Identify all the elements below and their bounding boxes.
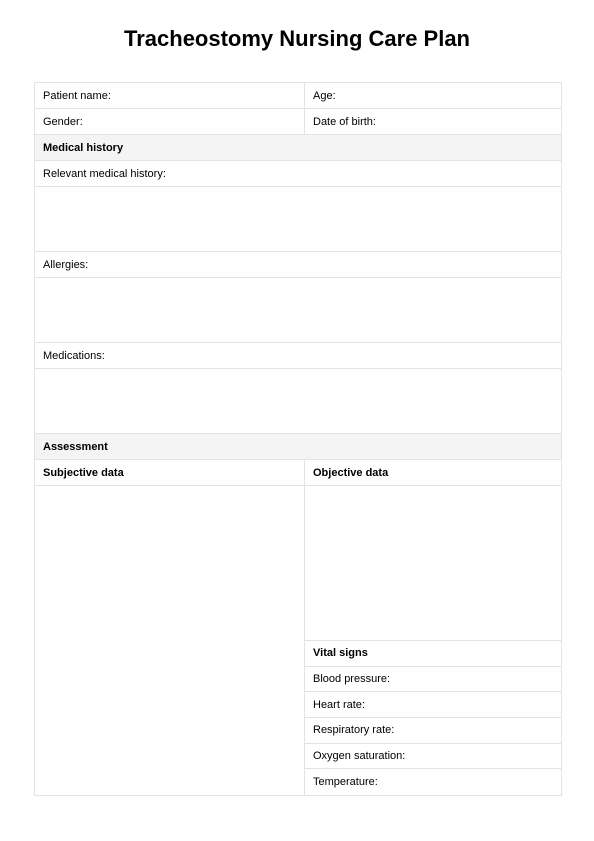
- respiratory-rate-field[interactable]: Respiratory rate:: [305, 718, 561, 744]
- objective-data-header: Objective data: [313, 466, 389, 479]
- relevant-history-label-row: [34, 161, 562, 187]
- patient-name-field[interactable]: Patient name:: [35, 83, 305, 108]
- patient-row-1: [34, 82, 562, 109]
- relevant-history-input[interactable]: [34, 187, 562, 252]
- allergies-label: Allergies:: [43, 258, 89, 271]
- medications-input[interactable]: [34, 369, 562, 434]
- assessment-subheaders-row: [34, 460, 562, 486]
- subjective-data-header: Subjective data: [35, 460, 305, 485]
- patient-row-2: [34, 109, 562, 135]
- dob-field[interactable]: Date of birth:: [313, 115, 376, 128]
- assessment-body: [34, 486, 562, 796]
- temperature-field[interactable]: Temperature:: [313, 776, 378, 789]
- medications-label: Medications:: [43, 349, 105, 362]
- age-field[interactable]: Age:: [313, 89, 336, 102]
- care-plan-form: [34, 82, 562, 796]
- subjective-data-input[interactable]: [35, 486, 305, 795]
- medical-history-header-row: [34, 135, 562, 161]
- page-title: Tracheostomy Nursing Care Plan: [124, 26, 470, 51]
- allergies-input[interactable]: [34, 278, 562, 343]
- objective-column: [305, 486, 561, 795]
- oxygen-saturation-field[interactable]: Oxygen saturation:: [305, 744, 561, 770]
- blood-pressure-field[interactable]: Blood pressure:: [305, 667, 561, 693]
- allergies-label-row: [34, 252, 562, 278]
- heart-rate-field[interactable]: Heart rate:: [305, 692, 561, 718]
- vital-signs-header: Vital signs: [305, 641, 561, 667]
- assessment-header: Assessment: [43, 440, 108, 453]
- medical-history-header: Medical history: [43, 141, 124, 154]
- assessment-header-row: [34, 434, 562, 460]
- objective-data-input[interactable]: [305, 486, 561, 641]
- medications-label-row: [34, 343, 562, 369]
- gender-field[interactable]: Gender:: [35, 109, 305, 134]
- relevant-history-label: Relevant medical history:: [43, 167, 166, 180]
